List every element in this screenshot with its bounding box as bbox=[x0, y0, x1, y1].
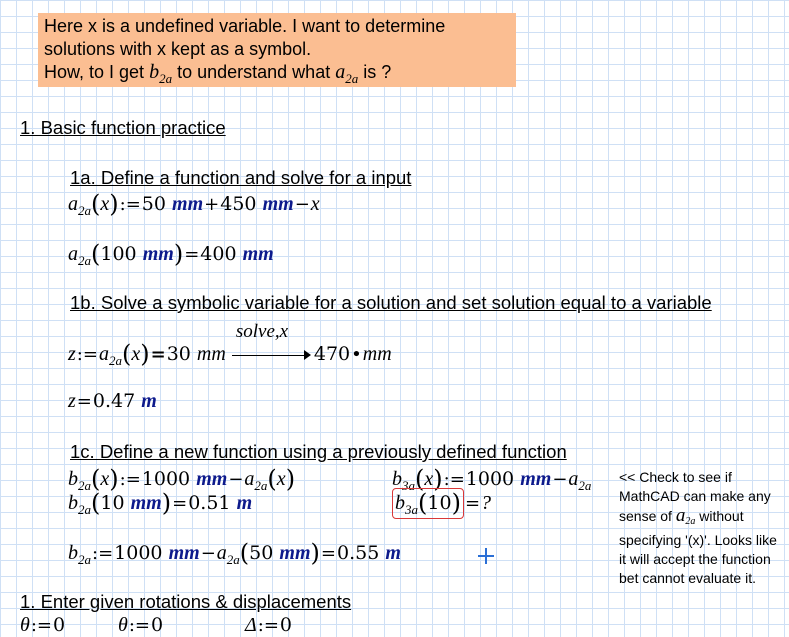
note-line-2: solutions with x kept as a symbol. bbox=[44, 39, 312, 59]
subsection-heading-1c: 1c. Define a new function using a previously defined function bbox=[70, 441, 567, 462]
side-comment[interactable]: << Check to see if MathCAD can make any sense of $a_{2a}$ without specifying '(x)'. Looks like it will accept the function bet cannot evaluate it. bbox=[619, 469, 777, 586]
symbolic-solve-arrow: solve,x bbox=[232, 343, 314, 367]
evaluation-z[interactable]: z=0.47 m bbox=[68, 390, 157, 412]
function-definition-b2a[interactable]: $b_{2a}(x):=1000$ $mm-a_{2a}(x)$ bbox=[68, 465, 296, 493]
section-heading-rotations: 1. Enter given rotations & displacements bbox=[20, 591, 352, 612]
function-definition-b3a[interactable]: $b_{3a}(x):=1000$ $mm-a_{2a}$ bbox=[392, 465, 592, 493]
symbolic-solve-expression[interactable]: $z:=a_{2a}(x)=30$ mm solve,x 470•mm bbox=[68, 321, 392, 368]
definition-b2a-constant[interactable]: $b_{2a}:=1000$ $mm-a_{2a}(50$ mm)=0.55 m bbox=[68, 539, 401, 567]
subsection-heading-1b: 1b. Solve a symbolic variable for a solution and set solution equal to a variable bbox=[70, 292, 712, 313]
question-note[interactable] bbox=[38, 13, 516, 87]
evaluation-a2a-100mm[interactable]: $a_{2a}(100$ mm)=400 mm bbox=[68, 240, 274, 268]
note-line-1: Here x is a undefined variable. I want to determine bbox=[44, 16, 446, 36]
evaluation-b3a-10-error[interactable]: $b_{3a}(10)$ =? bbox=[392, 488, 491, 519]
evaluation-b2a-10mm[interactable]: $b_{2a}(10$ mm)=0.51 m bbox=[68, 489, 253, 517]
theta-definition-2[interactable]: θ:=0 bbox=[118, 614, 164, 636]
section-heading-basic: 1. Basic function practice bbox=[20, 117, 226, 138]
note-line-3: How, to I get $b_{2a}$ to understand what $a_{2a}$ is ? bbox=[44, 61, 392, 86]
function-definition-a2a[interactable]: $a_{2a}(x):=50$ mm+450 mm−x bbox=[68, 190, 320, 218]
crosshair-cursor-icon bbox=[478, 548, 494, 564]
error-highlight-box[interactable]: $b_{3a}(10)$ bbox=[392, 488, 464, 519]
delta-definition[interactable]: Δ:=0 bbox=[245, 614, 292, 636]
subsection-heading-1a: 1a. Define a function and solve for a input bbox=[70, 167, 412, 188]
theta-definition-1[interactable]: θ:=0 bbox=[20, 614, 66, 636]
